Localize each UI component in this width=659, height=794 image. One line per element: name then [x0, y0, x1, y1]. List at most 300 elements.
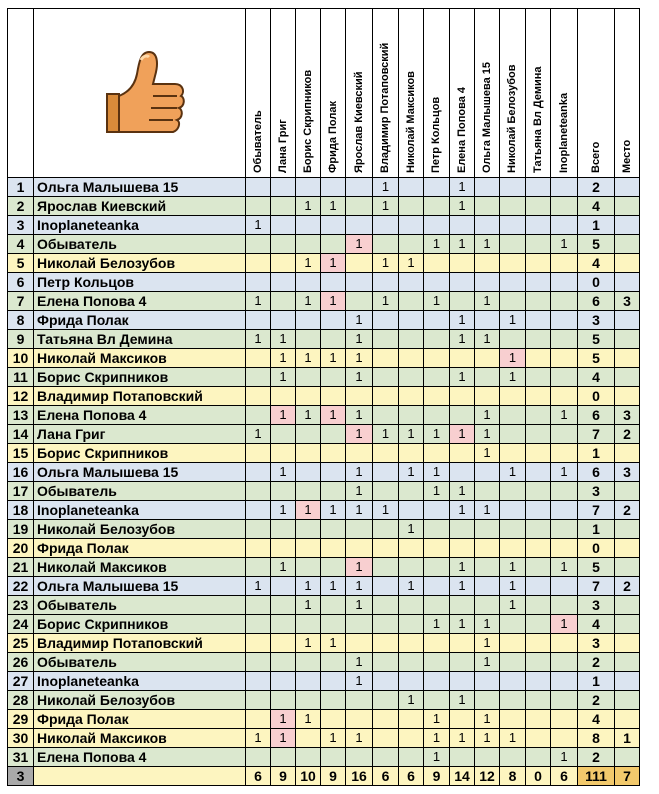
vote-cell: [373, 748, 399, 767]
vote-cell: 1: [450, 615, 475, 634]
vote-cell: 1: [346, 406, 373, 425]
row-number: 31: [8, 748, 34, 767]
vote-cell: [450, 444, 475, 463]
vote-cell: [424, 349, 450, 368]
table-row: [8, 216, 640, 235]
table-row: [8, 368, 640, 387]
row-place: 2: [615, 425, 640, 444]
vote-cell: 1: [373, 501, 399, 520]
vote-cell: [373, 463, 399, 482]
row-number: 7: [8, 292, 34, 311]
vote-cell: [246, 710, 271, 729]
vote-cell: [271, 273, 296, 292]
vote-cell: [450, 672, 475, 691]
vote-cell: [551, 292, 578, 311]
row-number: 28: [8, 691, 34, 710]
vote-cell: [321, 748, 346, 767]
row-total: 3: [578, 634, 615, 653]
column-header: [424, 9, 450, 178]
row-number: 25: [8, 634, 34, 653]
table-row: [8, 349, 640, 368]
vote-cell: [450, 653, 475, 672]
vote-cell: 1: [373, 292, 399, 311]
vote-cell: 1: [321, 254, 346, 273]
vote-cell: 1: [296, 349, 321, 368]
vote-cell: 1: [450, 729, 475, 748]
vote-cell: 1: [551, 463, 578, 482]
vote-cell: [246, 653, 271, 672]
row-total: 5: [578, 330, 615, 349]
vote-cell: [246, 463, 271, 482]
vote-cell: 1: [424, 425, 450, 444]
row-number: 22: [8, 577, 34, 596]
row-place: [615, 596, 640, 615]
vote-cell: [373, 273, 399, 292]
row-total: 0: [578, 539, 615, 558]
vote-cell: [424, 577, 450, 596]
vote-cell: [346, 216, 373, 235]
vote-cell: [246, 520, 271, 539]
vote-cell: [246, 501, 271, 520]
participant-name: Inoplaneteanka: [34, 672, 246, 691]
vote-cell: [551, 273, 578, 292]
voting-table: [7, 8, 640, 786]
table-row: [8, 330, 640, 349]
vote-cell: [424, 520, 450, 539]
row-place: [615, 672, 640, 691]
column-header: [500, 9, 526, 178]
row-place: [615, 748, 640, 767]
vote-cell: [500, 273, 526, 292]
table-row: [8, 501, 640, 520]
vote-cell: [321, 672, 346, 691]
row-place: [615, 311, 640, 330]
footer-row: [8, 767, 640, 786]
vote-cell: 1: [424, 482, 450, 501]
vote-cell: [399, 178, 424, 197]
column-header-label: Ярослав Киевский: [352, 71, 365, 173]
vote-cell: 1: [246, 292, 271, 311]
vote-cell: [526, 501, 551, 520]
column-header-label: Борис Скрипников: [301, 69, 314, 173]
vote-cell: [296, 444, 321, 463]
vote-cell: [551, 691, 578, 710]
vote-cell: [296, 482, 321, 501]
vote-cell: [526, 178, 551, 197]
vote-cell: [321, 311, 346, 330]
vote-cell: [321, 216, 346, 235]
vote-cell: [475, 539, 500, 558]
vote-cell: [373, 520, 399, 539]
column-header: [271, 9, 296, 178]
vote-cell: [296, 615, 321, 634]
vote-cell: 1: [321, 577, 346, 596]
vote-cell: [399, 349, 424, 368]
vote-cell: 1: [450, 330, 475, 349]
row-number: 18: [8, 501, 34, 520]
vote-cell: 1: [296, 292, 321, 311]
vote-cell: [526, 596, 551, 615]
vote-cell: 1: [450, 501, 475, 520]
footer-empty: [34, 767, 246, 786]
vote-cell: [526, 216, 551, 235]
row-place: [615, 178, 640, 197]
vote-cell: 1: [500, 311, 526, 330]
vote-cell: 1: [321, 292, 346, 311]
row-place: [615, 482, 640, 501]
vote-cell: [271, 197, 296, 216]
column-total: 6: [551, 767, 578, 786]
vote-cell: [373, 577, 399, 596]
vote-cell: 1: [500, 349, 526, 368]
vote-cell: [526, 482, 551, 501]
vote-cell: [450, 273, 475, 292]
vote-cell: 1: [450, 235, 475, 254]
column-header: [246, 9, 271, 178]
row-place: [615, 539, 640, 558]
vote-cell: [500, 653, 526, 672]
vote-cell: [373, 634, 399, 653]
vote-cell: [526, 349, 551, 368]
vote-cell: [526, 615, 551, 634]
row-place: [615, 444, 640, 463]
vote-cell: 1: [475, 330, 500, 349]
vote-cell: 1: [246, 330, 271, 349]
table-row: [8, 178, 640, 197]
vote-cell: [246, 178, 271, 197]
table-row: [8, 558, 640, 577]
vote-cell: [271, 482, 296, 501]
vote-cell: [424, 558, 450, 577]
vote-cell: [373, 235, 399, 254]
vote-cell: [475, 596, 500, 615]
row-number: 16: [8, 463, 34, 482]
column-header-label: Татьяна Вл Демина: [531, 66, 544, 173]
vote-cell: [450, 216, 475, 235]
vote-cell: [424, 444, 450, 463]
column-header-label: Николай Максиков: [404, 71, 417, 173]
row-number: 13: [8, 406, 34, 425]
column-total: 7: [615, 767, 640, 786]
vote-cell: [551, 577, 578, 596]
table-row: [8, 235, 640, 254]
vote-cell: [500, 178, 526, 197]
vote-cell: [424, 178, 450, 197]
vote-cell: [399, 672, 424, 691]
vote-cell: 1: [296, 501, 321, 520]
vote-cell: [346, 273, 373, 292]
vote-cell: [373, 539, 399, 558]
vote-cell: [526, 235, 551, 254]
vote-cell: [526, 368, 551, 387]
row-place: [615, 653, 640, 672]
vote-cell: [424, 501, 450, 520]
column-total: 12: [475, 767, 500, 786]
column-header-label: Елена Попова 4: [455, 86, 468, 173]
row-total: 5: [578, 349, 615, 368]
vote-cell: [246, 254, 271, 273]
vote-cell: 1: [424, 615, 450, 634]
participant-name: Николай Белозубов: [34, 691, 246, 710]
participant-name: Обыватель: [34, 482, 246, 501]
vote-cell: [271, 672, 296, 691]
row-total: 7: [578, 501, 615, 520]
vote-cell: [346, 387, 373, 406]
column-header: [321, 9, 346, 178]
vote-cell: [475, 672, 500, 691]
table-row: [8, 482, 640, 501]
vote-cell: [246, 748, 271, 767]
vote-cell: 1: [346, 482, 373, 501]
row-place: [615, 691, 640, 710]
row-number: 17: [8, 482, 34, 501]
vote-cell: 1: [450, 577, 475, 596]
vote-cell: [526, 387, 551, 406]
vote-cell: [424, 387, 450, 406]
row-number: 27: [8, 672, 34, 691]
table-row: [8, 691, 640, 710]
vote-cell: [424, 368, 450, 387]
vote-cell: [373, 482, 399, 501]
vote-cell: [450, 387, 475, 406]
vote-cell: [551, 349, 578, 368]
row-place: 3: [615, 292, 640, 311]
table-row: [8, 425, 640, 444]
table-row: [8, 672, 640, 691]
vote-cell: 1: [246, 425, 271, 444]
column-header-label: Всего: [589, 141, 602, 173]
participant-name: Обыватель: [34, 235, 246, 254]
vote-cell: [450, 710, 475, 729]
vote-cell: [526, 691, 551, 710]
vote-cell: [346, 197, 373, 216]
vote-cell: [526, 292, 551, 311]
participant-name: Елена Попова 4: [34, 748, 246, 767]
vote-cell: [551, 634, 578, 653]
vote-cell: [271, 691, 296, 710]
vote-cell: [296, 463, 321, 482]
vote-cell: 1: [346, 577, 373, 596]
row-total: 1: [578, 216, 615, 235]
vote-cell: 1: [450, 368, 475, 387]
row-total: 2: [578, 178, 615, 197]
row-total: 4: [578, 710, 615, 729]
vote-cell: [500, 615, 526, 634]
row-place: [615, 634, 640, 653]
vote-cell: 1: [450, 558, 475, 577]
participant-name: Обыватель: [34, 596, 246, 615]
vote-cell: 1: [373, 197, 399, 216]
column-header: [346, 9, 373, 178]
column-total: 0: [526, 767, 551, 786]
vote-cell: [321, 387, 346, 406]
vote-cell: [346, 444, 373, 463]
vote-cell: 1: [346, 653, 373, 672]
vote-cell: [551, 254, 578, 273]
vote-cell: [475, 368, 500, 387]
row-total: 0: [578, 273, 615, 292]
participant-name: Николай Максиков: [34, 558, 246, 577]
column-header: [578, 9, 615, 178]
vote-cell: 1: [450, 425, 475, 444]
row-number: 3: [8, 216, 34, 235]
vote-cell: [475, 691, 500, 710]
vote-cell: [450, 596, 475, 615]
vote-cell: [246, 615, 271, 634]
row-place: 2: [615, 501, 640, 520]
vote-cell: [246, 387, 271, 406]
vote-cell: [246, 539, 271, 558]
participant-name: Ольга Малышева 15: [34, 178, 246, 197]
vote-cell: 1: [450, 178, 475, 197]
vote-cell: [399, 539, 424, 558]
vote-cell: 1: [346, 672, 373, 691]
vote-cell: [373, 216, 399, 235]
vote-cell: 1: [475, 615, 500, 634]
column-total: 16: [346, 767, 373, 786]
vote-cell: [373, 615, 399, 634]
column-header-label: Inoplaneteanka: [557, 92, 570, 173]
vote-cell: [399, 482, 424, 501]
vote-cell: [346, 254, 373, 273]
vote-cell: 1: [271, 330, 296, 349]
participant-name: Ольга Малышева 15: [34, 577, 246, 596]
vote-cell: [321, 558, 346, 577]
vote-cell: [321, 710, 346, 729]
vote-cell: [424, 197, 450, 216]
row-number: 8: [8, 311, 34, 330]
vote-cell: [475, 311, 500, 330]
row-number: 5: [8, 254, 34, 273]
vote-cell: [500, 330, 526, 349]
column-header-label: Место: [620, 139, 633, 173]
vote-cell: 1: [500, 368, 526, 387]
vote-cell: 1: [475, 425, 500, 444]
vote-cell: [346, 539, 373, 558]
vote-cell: [246, 672, 271, 691]
vote-cell: 1: [271, 463, 296, 482]
row-place: 2: [615, 577, 640, 596]
vote-cell: 1: [399, 463, 424, 482]
vote-cell: [450, 292, 475, 311]
row-total: 3: [578, 311, 615, 330]
vote-cell: [500, 387, 526, 406]
vote-cell: [500, 482, 526, 501]
vote-cell: 1: [373, 425, 399, 444]
vote-cell: [450, 539, 475, 558]
participant-name: Inoplaneteanka: [34, 216, 246, 235]
column-total: 10: [296, 767, 321, 786]
vote-cell: [500, 235, 526, 254]
vote-cell: 1: [551, 558, 578, 577]
participant-name: Обыватель: [34, 653, 246, 672]
vote-cell: [346, 615, 373, 634]
vote-cell: [296, 387, 321, 406]
table-row: [8, 520, 640, 539]
vote-cell: [551, 539, 578, 558]
participant-name: Борис Скрипников: [34, 615, 246, 634]
table-row: [8, 406, 640, 425]
vote-cell: [346, 292, 373, 311]
vote-cell: 1: [551, 406, 578, 425]
vote-cell: 1: [321, 501, 346, 520]
vote-cell: 1: [246, 577, 271, 596]
vote-cell: [246, 558, 271, 577]
column-total: 9: [321, 767, 346, 786]
vote-cell: [526, 444, 551, 463]
vote-cell: [399, 216, 424, 235]
vote-cell: [500, 254, 526, 273]
vote-cell: [500, 748, 526, 767]
vote-cell: [399, 444, 424, 463]
vote-cell: [526, 463, 551, 482]
vote-cell: 1: [424, 463, 450, 482]
column-header-label: Фрида Полак: [326, 101, 339, 173]
vote-cell: 1: [346, 596, 373, 615]
vote-cell: [500, 539, 526, 558]
row-number: 11: [8, 368, 34, 387]
vote-cell: [246, 691, 271, 710]
vote-cell: [346, 748, 373, 767]
vote-cell: [271, 311, 296, 330]
vote-cell: 1: [551, 748, 578, 767]
vote-cell: 1: [500, 729, 526, 748]
vote-cell: [271, 634, 296, 653]
vote-cell: [526, 653, 551, 672]
vote-cell: [296, 672, 321, 691]
vote-cell: 1: [296, 596, 321, 615]
vote-cell: [526, 672, 551, 691]
vote-cell: [551, 197, 578, 216]
vote-cell: [551, 653, 578, 672]
vote-cell: [271, 254, 296, 273]
vote-cell: [500, 520, 526, 539]
participant-name: Фрида Полак: [34, 710, 246, 729]
column-total: 9: [271, 767, 296, 786]
vote-cell: [321, 178, 346, 197]
vote-cell: [296, 653, 321, 672]
vote-cell: [450, 520, 475, 539]
vote-cell: [246, 444, 271, 463]
vote-cell: [321, 330, 346, 349]
vote-cell: [296, 558, 321, 577]
vote-cell: [526, 425, 551, 444]
vote-cell: [399, 311, 424, 330]
vote-cell: [424, 634, 450, 653]
column-header: [296, 9, 321, 178]
table-row: [8, 710, 640, 729]
vote-cell: 1: [271, 349, 296, 368]
row-number: 21: [8, 558, 34, 577]
row-total: 7: [578, 577, 615, 596]
vote-cell: [526, 710, 551, 729]
vote-cell: 1: [475, 653, 500, 672]
column-header: [399, 9, 424, 178]
vote-cell: [424, 539, 450, 558]
row-number: 29: [8, 710, 34, 729]
column-total: 111: [578, 767, 615, 786]
vote-cell: [424, 691, 450, 710]
vote-cell: [399, 501, 424, 520]
vote-cell: [475, 577, 500, 596]
vote-cell: [296, 273, 321, 292]
row-total: 6: [578, 292, 615, 311]
vote-cell: [424, 596, 450, 615]
column-header: [551, 9, 578, 178]
vote-cell: [500, 406, 526, 425]
vote-cell: [373, 387, 399, 406]
vote-cell: [321, 368, 346, 387]
